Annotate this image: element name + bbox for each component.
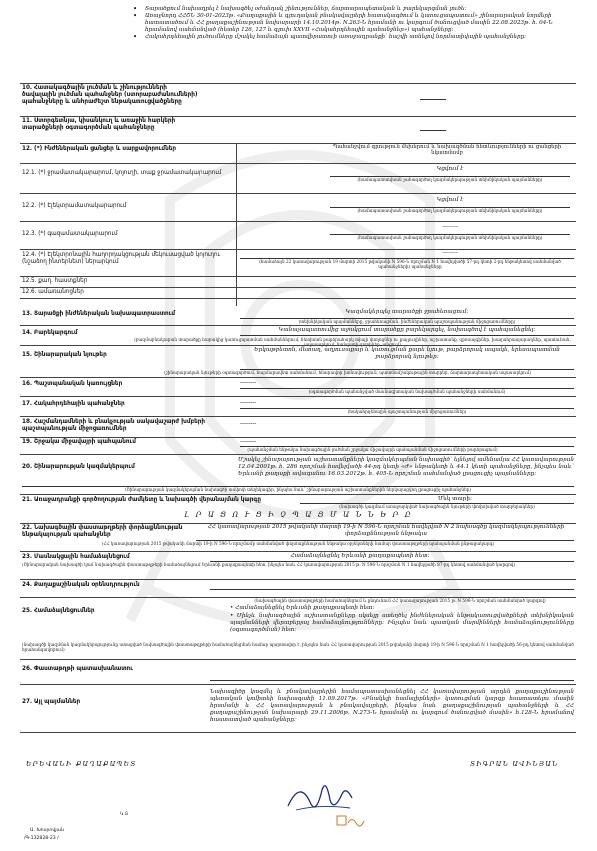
row-12-2-value: Կցվում է (436, 197, 464, 203)
special-conditions-title: Լ Ր Ա Ց Ո Ւ Ց Ի Չ Պ Ա Յ Մ Ա Ն Ն Ե Ր Ը (184, 510, 413, 519)
row-14-value: Կանաչապատումից աջակցում տարածքը բարեկարգել, նախագծով է պահպանեցնել։ (278, 327, 536, 333)
row-27-value: Նախագիծը կազմել և բնակավայրերին համապատասխանեցնել ՀՀ կառավարության արդեն քաղաքաշինության պետական կոմիտեի նախագահի 11.09.2017թ. «Բնակելի համալիրների» կառուցման կարգը հաստատելու մասին հրամանի և ՀՀ կառավարության և բնակավայրերի, ինչպես նաև քաղաքաշինության պահանջների և ՀՀ քաղաքաշինության նախարարի 29.11.2006թ. N.273-Ն հրամանի ու կարգում ծանուցված մասին» հ.128-Ն հրամանով հաստատված պահանջները։ (210, 689, 574, 723)
row-22-label: 22. Նախագծային փաստաթղթերի փորձաքննության ենթակայության պահանջներ (22, 525, 183, 538)
sign-stamp-icon (336, 812, 366, 828)
row-21-note: (նախագծի կազմում առաջարկված նախագծային նյութերի փոփոխված տարբերակներ) (339, 504, 535, 509)
row-25-bullet-2: • Մինչև նախագծային աշխատանքները սկսելը ստեղծել ինժեներական ենթակառուցվածքների տեխնիկական պայմանների վերաբերյալ համաձայնությունները։ Ինչպես նաև պատկան մարմինների համաձայնությունները (օգտագործման) հետ։ (230, 613, 574, 633)
mayor-title: ԵՐԵՎԱՆԻ ՔԱՂԱՔԱՊԵՏ (26, 760, 137, 768)
row-12-1-label: 12.1. (*) ջրամատակարարում, կոյուղի, տաք ջրամատակարարում (22, 170, 222, 176)
row-19-label: 19. Շրջակա միջավայրի պահպանում (22, 439, 136, 445)
row-12-2-note: (համապատասխան շահագործող կազմակերպության տեխնիկական պայմանները) (357, 208, 543, 213)
row-23-note: (Շինարարական նախագծի կամ նախագծային փաստաթղթերի համաձայնեցում Երևանի քաղաքապետի հետ, ինչպես նաև ՀՀ կառավարության 2015 թ. N 596-Ն որոշման N 1 հավելվածի 87-րդ կետով սահմանված կարգով) (22, 562, 516, 567)
row-20-label: 20. Շինարարության կազմակերպում (22, 464, 135, 470)
row-25-small-note: (նախագծի կազմման կազմակերպությունը ստացված նախագծային փաստաթղթերի համաձայնեցման համար պարտավոր է, ինչպես նաև ՀՀ կառավարության 2015 թվականի մարտի 19-ի N 596-Ն որոշման N 1 հավելվածի 56-րդ կետով սահմանված հրահանգավորում) (22, 642, 574, 652)
row-27-label: 27. Այլ պայմաններ (22, 699, 81, 705)
row-12-4-label: 12.4. (*) Էլեկտրոնային հաղորդակցության մեկուսացված կոյուղու (նշաձող ինտերնետ) ներարկում (22, 252, 221, 265)
row-24-label: 24. Քաղաքաշինական օրենսդրություն (22, 582, 140, 588)
bullet-item: • Հակահրդեհային լուծումները մշակել համաձայն պատվիրատուի առաջադրանքի՝ հաշվի առնելով նորմատիվային պահանջները։ (131, 34, 571, 41)
row-14-note: (բազմաբնակարան տարածքը հարակից կառուցպատման սահմաններում, հետիոտն բարձրահարկ տիպի փողոցներ ու քայլուղիներ, աշխատանք, զբոսայգիներ, խաղահրապարակներ, պատուհան, սպասարկում, հանգստի գոտիներ, անցում) (134, 337, 571, 347)
row-14-label: 14. Բարեկարգում (22, 330, 78, 336)
row-17-label: 17. Հակահրդեհային պահանջներ (22, 401, 125, 407)
bullet-item: • Առաջնորդ ՀՀՇՆ 30-01-2023թ. «Քաղաքային և գյուղական բնակավայրերի հատակագծում և կառուցապատում» շինարարական նորմերի հատատածում և ՀՀ քաղաքաշինության նախարարի 14.10.2014թ. N.263-Ն հրամանի ու կարգում ծանուցված մասին 22.08.2023թ. հ. 04-Ն հրամանով սահմանված (հետեր 126, 127 և գլուխ XXVII «Հակահրդեհային պահանջներ») պահանջները։ (131, 13, 571, 34)
row-26-label: 26. Փաստաթղթի պատասխանատու (22, 666, 133, 672)
row-11-label: 11. Ստորգետնյա, կիսանկուղ և առաջին հարկերի տարածքների օգտագործման պահանջները (22, 118, 176, 131)
seal-mark: Կ.Տ (120, 812, 129, 817)
row-13-value: Կազմակերպել տարածքի ջրահեռացում։ (345, 309, 469, 315)
row-23-value: Համաձայնեցնել Երևանի քաղաքապետի հետ։ (290, 553, 430, 559)
row-12-header: Պահանջվում գրություն մեխերում և նախագծման հետևությունների ու ցանցերի նկատմամբ (332, 144, 562, 157)
row-18-value: -------- (240, 420, 257, 427)
row-17-note: (հակահրդեհային պաշտպանության միջոցառումներ) (347, 409, 467, 414)
row-20-note: (Շինարարության կազմակերպման նախագծի ամփոփ տեղեկագիր, ինչպես նաև՝ շինարարության աշխատանքներին ներկայացվող լրացուցիչ պահանջներ) (124, 487, 472, 492)
row-19-note: (պահանջման ենթակա նախագծային լուծման շրջակա միջավայրի պահպանման միջոցառումների բարձրացում) (247, 447, 498, 452)
executor-name: Ա. Խոսրովյան (30, 828, 64, 833)
row-13-label: 13. Տարածքի ինժեներական նախապատրաստում (22, 311, 176, 317)
row-12-3-note: (համապատասխան շահագործող կազմակերպության տեխնիկական պայմանները) (357, 235, 543, 240)
row-16-value: -------- (240, 379, 257, 386)
row-12-1-note: (համապատասխան շահագործող կազմակերպության տեխնիկական պայմանները) (357, 177, 543, 182)
row-12-label: 12. (*) Ինժեներական ցանցեր և սարքավորումներ (22, 146, 177, 152)
row-10-label: 10. Հատակագծային լուծման և շինությունների ծավալային լուծման պահանջներ (ստորաբաժանումների) պահանջները և անհրաժեշտ ենթակառուցվածքները (22, 85, 198, 105)
row-20-value: Մշակել շինարարության աշխատանքների կազմակերպման նախագիծ՝ ելնելով ամենամյա ՀՀ կառավարության 12.04.2001թ. հ. 286 որոշման հավելվածի 44-րդ կետի «Ժ» ենթակետի և 44.1 կետի պահանջները, ինչպես նաև՝ Երևանի քաղաքի ավագանու 16.03.2012թ. հ. 405-Ն որոշման սահմանված լրացուցիչ պայմանները։ (238, 457, 574, 477)
row-23-label: 23. Մասնակցային համաձայնեցում (22, 554, 130, 560)
row-18-label: 18. Հաշմանդամների և բնակչության սակավաշարժ խմբերի պաշտպանության միջոցառումներ (22, 419, 206, 432)
row-25-bullet-1-text: Համաձայնեցնել Երևանի քաղաքապետի հետ։ (235, 605, 375, 611)
row-25-label: 25. Համաձայնեցումներ (22, 608, 95, 614)
row-22-value: ՀՀ կառավարության 2015 թվականի մարտի 19-ի N 596-Ն որոշման հավելված N 2 նախագծը կազմակերպությունների փորձաքննության ենթակա (207, 524, 565, 537)
row-25-bullet-1: • Համաձայնեցնել Երևանի քաղաքապետի հետ։ (230, 605, 375, 611)
row-15-label: 15. Շինարարական նյութեր (22, 352, 107, 358)
row-12-3-label: 12.3. (*) գազամատակարարում (22, 231, 118, 237)
row-17-value: -------- (240, 399, 257, 406)
row-15-note: (շինարարական նյութերի օգտագործում, հարմարավետ սահմանում, հնարավոր խոնավություն, պատմամշակութային տարրեր, ճարտարապետական սպասարկում) (164, 370, 531, 375)
row-12-5-label: 12.5. քաղ. հաստքներ (22, 278, 88, 284)
row-12-6-label: 12.6. ամառանոցներ (22, 289, 84, 295)
row-12-3-value: -------- (442, 224, 458, 230)
row-25-note: (նախագծային փաստաթղթերի համաձայնեցում և ընդունում ՀՀ կառավարության 2015 թ. N 596-Ն որոշման սահմանված կարգով) (254, 598, 546, 603)
row-13-note: (տեխնիկական պայմանները, ջրահեռացման, ինժեներական պաշտպանության միջոցառումները) (298, 319, 516, 324)
row-16-label: 16. Պաշտպանական կառույցներ (22, 381, 123, 387)
bullet-list (131, 6, 571, 41)
row-12-1-value: Կցվում է (436, 166, 464, 172)
row-22-note: (ՀՀ կառավարության 2015 թվականի մարտի 19-ի N 596-Ն որոշմամբ սահմանված փորձաքննության ենթակա օբյեկտների համար փաստաթղթերի պահպանման ընթացակարգ) (101, 541, 495, 546)
row-21-label: 21. Առաջադրանքի գործողության ժամկետը և նախագծի վերանայման կարգը (22, 497, 262, 503)
row-16-note: (օգտագործման պահանջված մասնագիտական նախագծման պահանջների սահմանում) (308, 389, 506, 394)
row-12-2-label: 12.2. (*) Էլեկտրամատակարարում (22, 203, 127, 209)
bullet-item: • Տարածքում նախադրել է նախագծել օժանդակ շինություններ, ճարտարապետական և բարեկարգման լուծե։ (131, 6, 571, 13)
row-21-value: Մեկ տարի։ (438, 496, 472, 502)
row-19-value: -------- (240, 438, 257, 445)
row-15-value: Երկաթբետոն, մետաղ, աղյուսաքար և կառուցման քարե նյութ, բարձրորակ ապակե, երեսապատման բարձրորակ նյութեր։ (254, 347, 560, 360)
row-25-bullet-2-text: Մինչև նախագծային աշխատանքները սկսելը ստեղծել ինժեներական ենթակառուցվածքների տեխնիկական պայմանների վերաբերյալ համաձայնությունները։ Ինչպես նաև պատկան մարմինների համաձայնությունները (օգտագործման) հետ։ (230, 613, 574, 633)
document-number: /Գ-132828-23 / (24, 836, 59, 841)
row-12-4-value: -------- (442, 250, 458, 256)
mayor-name: ՏԻԳՐԱՆ ԱՎԻՆՅԱՆ (470, 760, 559, 768)
row-12-4-note: (համաձայն 22 կառավարության 19 մարտի 2015 թվականի N 596-Ն որոշման N 1 հավելվածի 57-րդ կետի 2-րդ ենթակետով սահմանված պահանջների) պահանջները (259, 259, 561, 269)
